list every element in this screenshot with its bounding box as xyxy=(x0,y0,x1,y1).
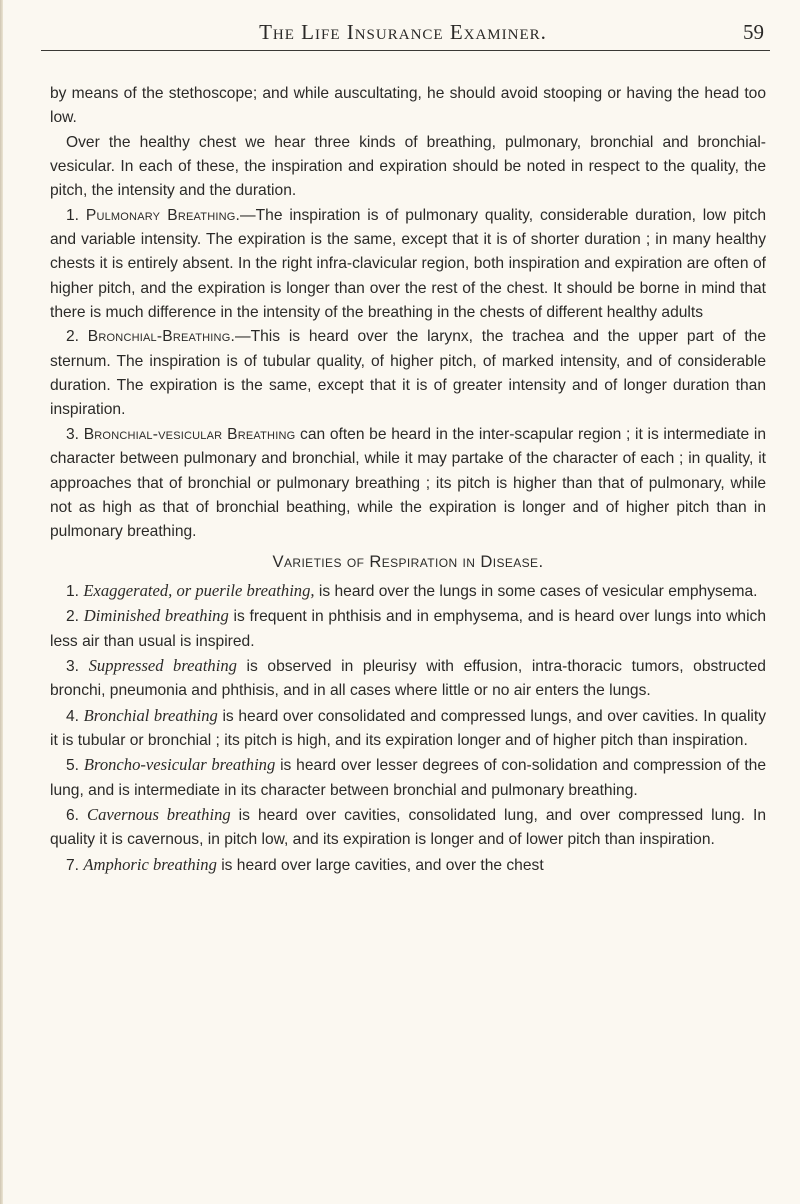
item-heading: Bronchial-Breathing. xyxy=(87,328,235,346)
page-number: 59 xyxy=(743,20,764,44)
page-binding-edge xyxy=(0,0,3,1204)
variety-paragraph xyxy=(50,853,766,878)
item-heading: Bronchial-vesicular Breathing xyxy=(83,425,296,443)
header-rule xyxy=(41,50,770,51)
variety-term: Diminished breathing xyxy=(83,606,229,626)
item-number: 2. xyxy=(66,328,80,346)
variety-term: Amphoric breathing xyxy=(83,854,217,874)
running-header xyxy=(36,20,770,60)
item-number: 7. xyxy=(66,856,80,874)
item-number: 6. xyxy=(66,806,80,824)
item-text: —This is heard over the larynx, the trachea and the upper part of the sternum. The inspiration is of tubular quality, of higher pitch, of marked intensity, and of considerable duration. The expiration is the same, except that it is of greater intensity and of longer duration than inspiration. xyxy=(50,328,766,419)
item-text: is heard over consolidated and compressed lungs, and over cavities. In quality it is tubular or bronchial ; its pitch is high, and its expiration longer and of higher pitch than inspiration. xyxy=(50,707,767,749)
variety-term: Cavernous breathing xyxy=(87,804,231,824)
item-number: 1. xyxy=(66,206,80,224)
variety-paragraph xyxy=(50,604,766,654)
item-number: 3. xyxy=(66,657,80,675)
variety-term: Exaggerated, or puerile breathing, xyxy=(83,580,315,600)
item-number: 3. xyxy=(66,425,80,443)
item-text: is heard over cavities, consolidated lung, and over compressed lung. In quality it is cavernous, in pitch low, and its expiration is longer and of lower pitch than inspiration. xyxy=(50,806,766,849)
section-heading: Varieties of Respiration in Disease. xyxy=(272,551,544,571)
variety-paragraph xyxy=(50,654,766,704)
variety-paragraph xyxy=(50,753,766,803)
item-text: is observed in pleurisy with effusion, intra-thoracic tumors, obstructed bronchi, pneumonia and phthisis, and in all cases where little or no air enters the lungs. xyxy=(50,657,766,700)
item-number: 2. xyxy=(66,608,80,626)
intro-paragraph-1: by means of the stethoscope; and while auscultating, he should avoid stooping or having the head too low. xyxy=(50,85,766,127)
item-heading: Pulmonary Breathing. xyxy=(85,206,241,224)
item-text: can often be heard in the inter-scapular region ; it is intermediate in character between pulmonary and bronchial, while it may partake of the character of each ; in quality, it approaches that of bronchial or pulmonary breathing ; its pitch is higher than that of pulmonary, while not as high as that of bronchial beathing, while the expiration is longer and of higher pitch than in pulmonary breathing. xyxy=(50,425,767,541)
item-text: is heard over lesser degrees of con-solidation and compression of the lung, and is intermediate in its character between bronchial and pulmonary breathing. xyxy=(50,757,766,799)
page-body xyxy=(50,82,766,878)
item-text: is heard over large cavities, and over the chest xyxy=(216,856,544,874)
variety-term: Bronchial breathing xyxy=(83,705,218,725)
item-text: is frequent in phthisis and in emphysema, and is heard over lungs into which less air than usual is inspired. xyxy=(50,608,766,650)
item-number: 4. xyxy=(66,707,80,725)
item-number: 5. xyxy=(66,757,80,775)
variety-term: Suppressed breathing xyxy=(88,655,237,675)
variety-paragraph xyxy=(50,803,766,853)
variety-paragraph xyxy=(50,704,766,754)
variety-paragraph xyxy=(50,579,766,604)
running-title: The Life Insurance Examiner. xyxy=(259,20,547,44)
item-text: —The inspiration is of pulmonary quality, considerable duration, low pitch and variable intensity. The expiration is the same, except that it is of shorter duration ; in many healthy chests it is entirely absent. In the right infra-clavicular region, both inspiration and expiration are often of higher pitch, and the expiration is longer than over the rest of the chest. It should be borne in mind that there is much difference in the intensity of the breathing in the chests of different healthy adults xyxy=(50,206,766,322)
pulmonary-breathing-paragraph xyxy=(50,204,766,326)
item-number: 1. xyxy=(66,582,80,600)
bronchial-breathing-paragraph xyxy=(50,325,766,422)
variety-term: Broncho-vesicular breathing xyxy=(83,755,276,775)
intro-paragraph-2: Over the healthy chest we hear three kinds of breathing, pulmonary, bronchial and bronchial-vesicular. In each of these, the inspiration and expiration should be noted in respect to the quality, the pitch, the intensity and the duration. xyxy=(50,133,766,200)
item-text: is heard over the lungs in some cases of vesicular emphysema. xyxy=(314,582,758,600)
bronchial-vesicular-breathing-paragraph xyxy=(50,423,766,545)
